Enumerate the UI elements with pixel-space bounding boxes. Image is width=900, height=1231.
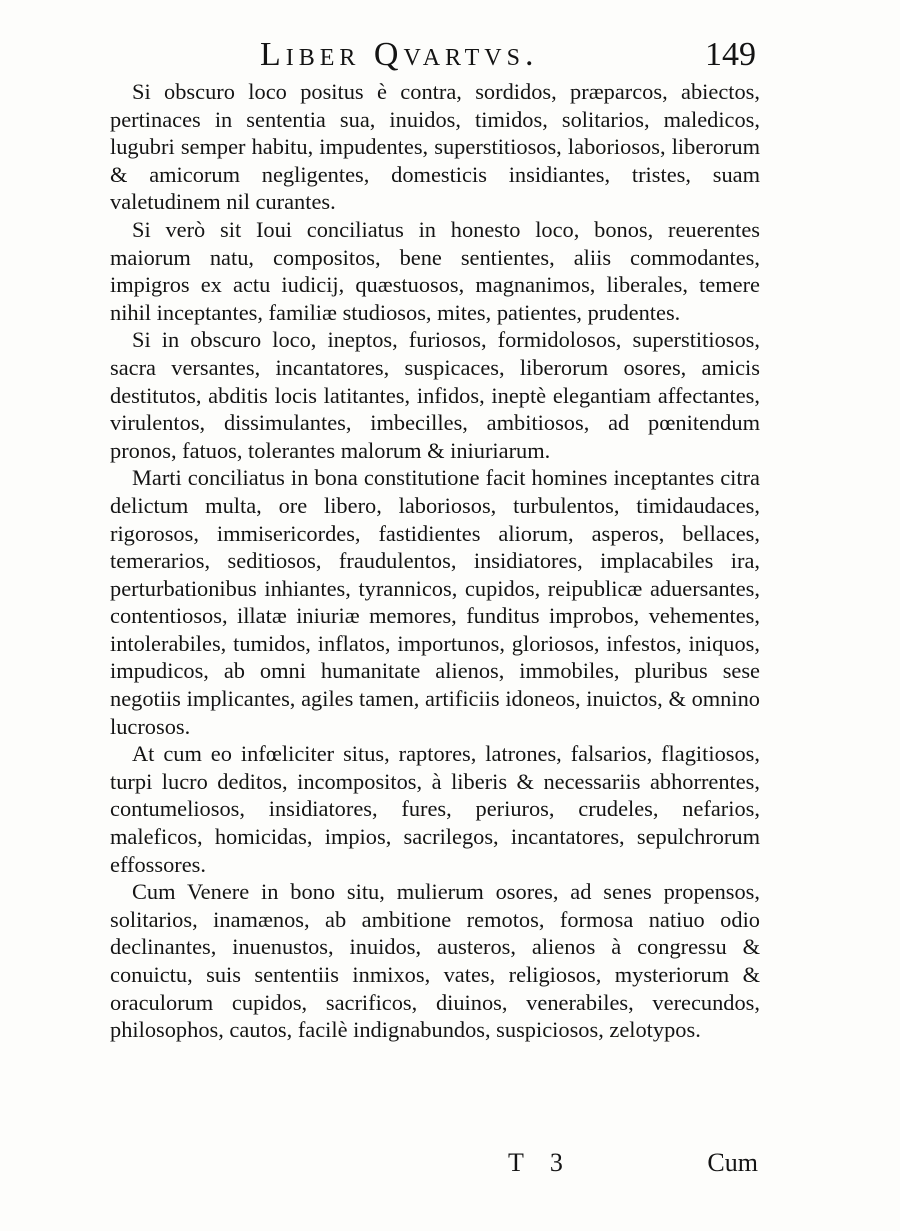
footer-line: [110, 1148, 760, 1180]
paragraph-venus-good: Cum Venere in bono situ, mulierum osores, ad senes propensos, solitarios, inamænos, ab ambitione remotos, formosa natiuo odio declinantes, inuenustos, inuidos, austeros, alienos à congressu & conuictu, suis sententiis inmixos, vates, religiosos, mysteriorum & oraculorum cupidos, sacrificos, diuinos, venerabiles, verecundos, philosophos, cautos, facilè indignabundos, suspiciosos, zelotypos.: [110, 879, 760, 1043]
running-title: Liber Qvartvs.: [260, 36, 539, 73]
paragraph-mars-unhappy: At cum eo infœliciter situs, raptores, latrones, falsarios, flagitiosos, turpi lucro deditos, incompositos, à liberis & necessariis abhorrentes, contumeliosos, insidiatores, fures, periuros, crudeles, nefarios, maleficos, homicidas, impios, sacrilegos, incantatores, sepulchrorum effossores.: [110, 741, 760, 877]
text-body: [110, 78, 760, 1044]
signature-mark: T 3: [508, 1148, 573, 1177]
paragraph-saturn-obscure: Si obscuro loco positus è contra, sordidos, præparcos, abiectos, pertinaces in sententia sua, inuidos, timidos, solitarios, maledicos, lugubri semper habitu, impudentes, superstitiosos, laboriosos, liberorum & amicorum negligentes, domesticis insidiantes, tristes, suam valetudinem nil curantes.: [110, 79, 760, 215]
paragraph-jupiter-honest: Si verò sit Ioui conciliatus in honesto loco, bonos, reuerentes maiorum natu, compositos, bene sentientes, aliis commodantes, impigros ex actu iudicij, quæstuosos, magnanimos, liberales, temere nihil inceptantes, familiæ studiosos, mites, patientes, prudentes.: [110, 216, 760, 325]
catchword: Cum: [707, 1148, 758, 1177]
running-head: [110, 36, 770, 76]
paragraph-mars-good: Marti conciliatus in bona constitutione facit homines inceptantes citra delictum multa, ore libero, laboriosos, turbulentos, timidaudaces, rigorosos, immisericordes, fastidientes aliorum, asperos, bellaces, temerarios, seditiosos, fraudulentos, insidiatores, implacabiles ira, perturbationibus inhiantes, tyrannicos, cupidos, reipublicæ aduersantes, contentiosos, illatæ iniuriæ memores, funditus improbos, vehementes, intolerabiles, tumidos, inflatos, importunos, gloriosos, infestos, iniquos, impudicos, ab omni humanitate alienos, immobiles, pluribus sese negotiis implicantes, agiles tamen, artificiis idoneos, inuictos, & omnino lucrosos.: [110, 465, 760, 739]
paragraph-jupiter-obscure: Si in obscuro loco, ineptos, furiosos, formidolosos, superstitiosos, sacra versantes, incantatores, suspicaces, liberorum osores, amicis destitutos, abditis locis latitantes, infidos, ineptè elegantiam affectantes, virulentos, dissimulantes, imbecilles, ambitiosos, ad pœnitendum pronos, fatuos, tolerantes malorum & iniuriarum.: [110, 327, 760, 463]
page-number: 149: [705, 36, 756, 73]
